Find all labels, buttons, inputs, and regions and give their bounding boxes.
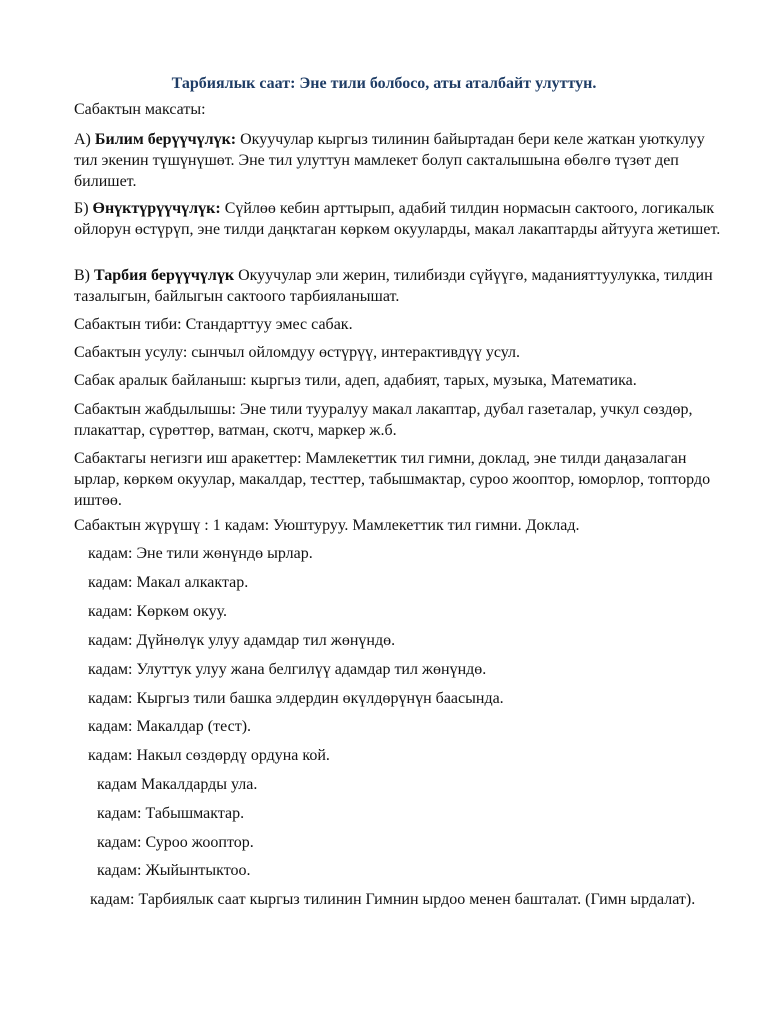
step-item: кадам: Көркөм окуу.	[88, 603, 227, 620]
goal-c-prefix: В)	[74, 267, 94, 284]
goal-b	[74, 198, 724, 240]
lesson-type: Сабактын тиби: Стандарттуу эмес сабак.	[74, 316, 353, 333]
goal-b-label: Өнүктүрүүчүлүк:	[92, 200, 221, 217]
step-item: кадам: Табышмактар.	[97, 805, 245, 822]
step-item: кадам: Кыргыз тили башка элдердин өкүлдөрүнүн баасында.	[88, 690, 504, 707]
goal-a	[74, 129, 724, 192]
goal-b-text: Сүйлөө кебин арттырып, адабий тилдин нормасын сактоого, логикалык ойлорун өстүрүп, эне тилди даңктаган көркөм окууларды, макал лакаптарды айтууга жетишет.	[74, 200, 721, 238]
goal-c-label: Тарбия берүүчүлүк	[94, 267, 235, 284]
goal-a-label: Билим берүүчүлүк:	[94, 131, 237, 148]
goals-heading: Сабактын максаты:	[74, 101, 206, 118]
final-step: кадам: Тарбиялык саат кыргыз тилинин Гимнин ырдоо менен башталат. (Гимн ырдалат).	[90, 891, 696, 908]
lesson-method: Сабактын усулу: сынчыл ойломдуу өстүрүү, интерактивдүү усул.	[74, 344, 520, 361]
goal-c	[74, 265, 724, 307]
goal-a-text: Окуучулар кыргыз тилинин байыртадан бери келе жаткан уюткулуу тил экенин түшүнүшөт. Эне тил улуттун мамлекет болуп сакталышына өбөлгө түзөт деп билишет.	[74, 131, 705, 190]
goal-b-prefix: Б)	[74, 200, 93, 217]
interdisciplinary-links: Сабак аралык байланыш: кыргыз тили, адеп, адабият, тарых, музыка, Математика.	[74, 372, 637, 389]
step-item: кадам: Улуттук улуу жана белгилүү адамдар тил жөнүндө.	[88, 661, 487, 678]
step-item: кадам: Накыл сөздөрдү ордуна кой.	[88, 747, 330, 764]
step-item: кадам: Эне тили жөнүндө ырлар.	[88, 545, 313, 562]
document-title: Тарбиялык саат: Эне тили болбосо, аты аталбайт улуттун.	[171, 75, 597, 92]
main-activities: Сабактагы негизги иш аракеттер: Мамлекеттик тил гимни, доклад, эне тилди даңазалаган ырлар, көркөм окуулар, макалдар, тесттер, табышмактар, суроо жооптор, юморлор, топтордо иштөө.	[74, 450, 711, 509]
lesson-progress: Сабактын жүрүшү : 1 кадам: Уюштуруу. Мамлекеттик тил гимни. Доклад.	[74, 517, 580, 534]
goal-a-prefix: А)	[74, 131, 95, 148]
lesson-equipment: Сабактын жабдылышы: Эне тили тууралуу макал лакаптар, дубал газеталар, учкул сөздөр, плакаттар, сүрөттөр, ватман, скотч, маркер ж.б.	[74, 401, 693, 439]
step-item: кадам: Макалдар (тест).	[88, 718, 252, 735]
step-item: кадам: Макал алкактар.	[88, 574, 249, 591]
step-item: кадам Макалдарды ула.	[97, 776, 258, 793]
step-item: кадам: Жыйынтыктоо.	[97, 862, 251, 879]
step-item: кадам: Дүйнөлүк улуу адамдар тил жөнүндө.	[88, 632, 396, 649]
step-item: кадам: Суроо жооптор.	[97, 834, 254, 851]
goal-c-text: Окуучулар эли жерин, тилибизди сүйүүгө, маданияттуулукка, тилдин тазалыгын, байлыгын сактоого тарбияланышат.	[74, 267, 713, 305]
